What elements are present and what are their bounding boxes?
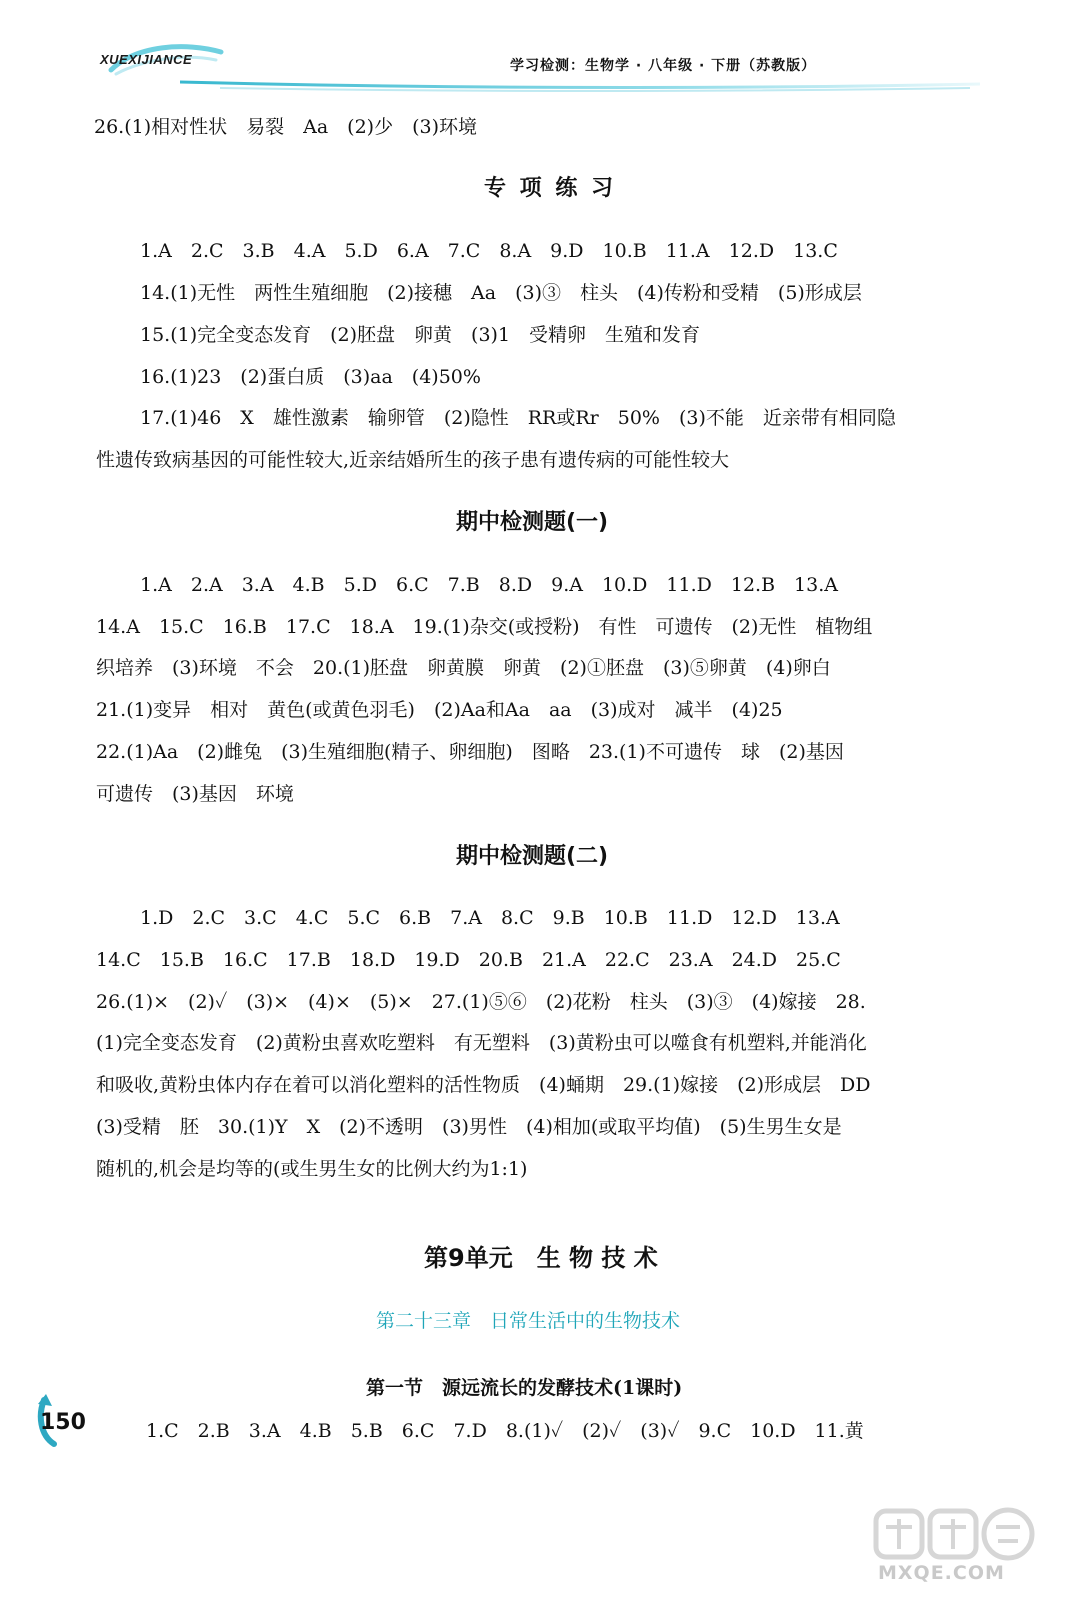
heading-special-practice: 专 项 练 习	[484, 176, 616, 201]
header-title: 学习检测：生物学 · 八年级 · 下册（苏教版）	[510, 58, 817, 74]
answer-line: 14.A 15.C 16.B 17.C 18.A 19.(1)杂交(或授粉) 有性 可遗传 (2)无性 植物组	[96, 616, 873, 638]
answer-line: 1.A 2.A 3.A 4.B 5.D 6.C 7.B 8.D 9.A 10.D 11.D 12.B 13.A	[140, 574, 838, 596]
answer-line: 14.C 15.B 16.C 17.B 18.D 19.D 20.B 21.A 22.C 23.A 24.D 25.C	[96, 949, 841, 971]
answer-line: 织培养 (3)环境 不会 20.(1)胚盘 卵黄膜 卵黄 (2)①胚盘 (3)⑤卵黄 (4)卵白	[96, 657, 831, 679]
section-heading: 第一节 源远流长的发酵技术(1课时)	[366, 1377, 683, 1399]
heading-midterm-2: 期中检测题(二)	[456, 844, 609, 869]
answer-line: 21.(1)变异 相对 黄色(或黄色羽毛) (2)Aa和Aa aa (3)成对 减半 (4)25	[96, 699, 783, 721]
answer-line: 15.(1)完全变态发育 (2)胚盘 卵黄 (3)1 受精卵 生殖和发育	[140, 324, 701, 346]
answer-line: 和吸收,黄粉虫体内存在着可以消化塑料的活性物质 (4)蛹期 29.(1)嫁接 (2)形成层 DD	[96, 1074, 871, 1096]
answer-line: 1.D 2.C 3.C 4.C 5.C 6.B 7.A 8.C 9.B 10.B 11.D 12.D 13.A	[140, 907, 840, 929]
answer-line: (1)完全变态发育 (2)黄粉虫喜欢吃塑料 有无塑料 (3)黄粉虫可以噬食有机塑料,并能消化	[96, 1032, 867, 1054]
page-header	[0, 0, 1066, 100]
answer-line: 性遗传致病基因的可能性较大,近亲结婚所生的孩子患有遗传病的可能性较大	[96, 449, 730, 471]
watermark-text: MXQE.COM	[878, 1562, 1005, 1584]
answer-line: 22.(1)Aa (2)雌兔 (3)生殖细胞(精子、卵细胞) 图略 23.(1)不可遗传 球 (2)基因	[96, 741, 844, 763]
answer-line: 16.(1)23 (2)蛋白质 (3)aa (4)50%	[140, 366, 481, 388]
heading-midterm-1: 期中检测题(一)	[456, 510, 609, 535]
answer-line: (3)受精 胚 30.(1)Y X (2)不透明 (3)男性 (4)相加(或取平均值) (5)生男生女是	[96, 1116, 842, 1138]
answer-line: 随机的,机会是均等的(或生男生女的比例大约为1:1)	[96, 1158, 528, 1180]
chapter-heading: 第二十三章 日常生活中的生物技术	[376, 1310, 681, 1332]
logo-text: XUEXIJIANCE	[100, 52, 193, 67]
answer-line: 17.(1)46 X 雄性激素 输卵管 (2)隐性 RR或Rr 50% (3)不能 近亲带有相同隐	[140, 407, 896, 429]
answer-line: 1.A 2.C 3.B 4.A 5.D 6.A 7.C 8.A 9.D 10.B 11.A 12.D 13.C	[140, 240, 838, 262]
answer-line: 14.(1)无性 两性生殖细胞 (2)接穗 Aa (3)③ 柱头 (4)传粉和受精 (5)形成层	[140, 282, 862, 304]
page-number: 150	[40, 1410, 86, 1435]
header-decor-line	[180, 80, 980, 92]
answer-line: 1.C 2.B 3.A 4.B 5.B 6.C 7.D 8.(1)✓ (2)✓ (3)✓ 9.C 10.D 11.黄	[146, 1420, 864, 1442]
answer-line-26: 26.(1)相对性状 易裂 Aa (2)少 (3)环境	[94, 116, 478, 138]
unit-heading: 第9单元 生 物 技 术	[424, 1244, 658, 1272]
answer-line: 可遗传 (3)基因 环境	[96, 783, 294, 805]
answer-line: 26.(1)× (2)✓ (3)× (4)× (5)× 27.(1)⑤⑥ (2)花粉 柱头 (3)③ (4)嫁接 28.	[96, 991, 866, 1013]
